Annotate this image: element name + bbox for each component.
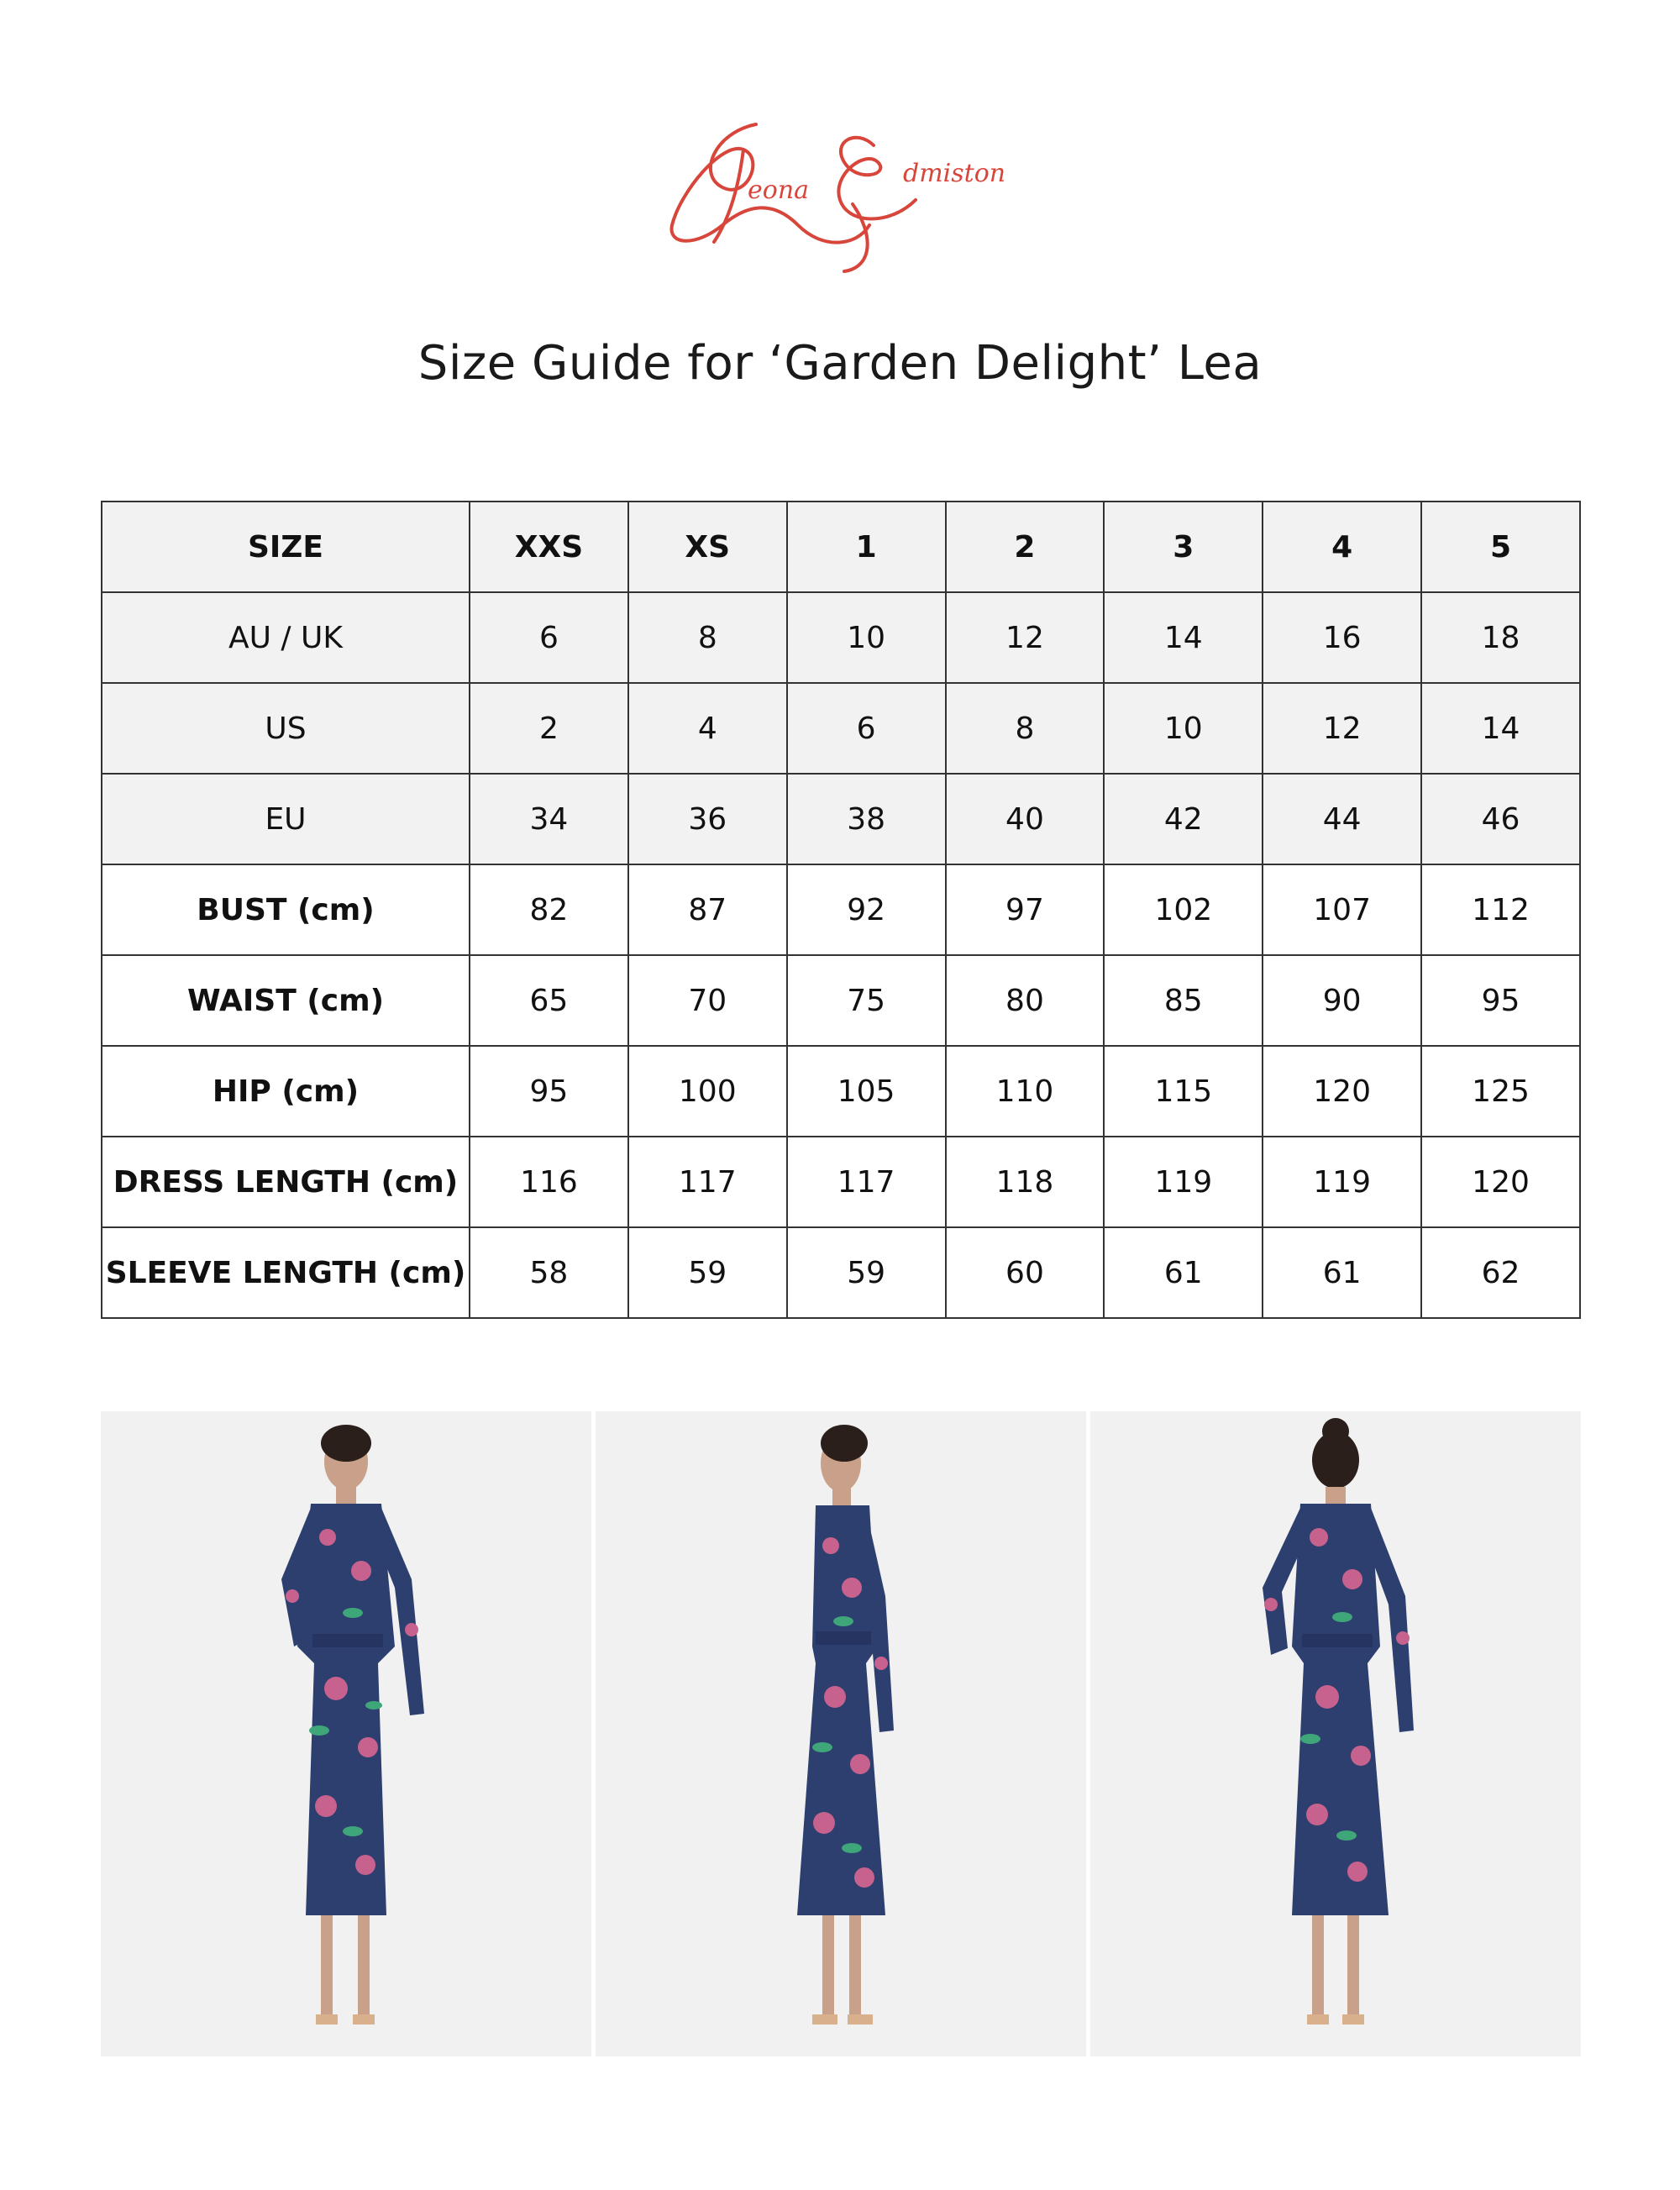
row-label: US [102,683,470,774]
table-cell: 8 [628,592,787,683]
table-cell: 125 [1421,1046,1580,1137]
table-cell: 14 [1104,592,1263,683]
table-cell: 112 [1421,864,1580,955]
table-cell: 60 [946,1227,1105,1318]
row-label: SLEEVE LENGTH (cm) [102,1227,470,1318]
header-cell: 3 [1104,502,1263,592]
table-cell: 117 [628,1137,787,1227]
header-cell: XXS [470,502,628,592]
model-side-figure [596,1411,1086,2056]
table-cell: 4 [628,683,787,774]
table-cell: 75 [787,955,946,1046]
row-label: WAIST (cm) [102,955,470,1046]
table-cell: 12 [1263,683,1421,774]
table-cell: 61 [1263,1227,1421,1318]
table-cell: 6 [787,683,946,774]
table-cell: 82 [470,864,628,955]
table-cell: 14 [1421,683,1580,774]
model-photos [101,1411,1581,2056]
table-row [102,864,1580,955]
model-photo-back [1090,1411,1581,2056]
table-cell: 116 [470,1137,628,1227]
table-cell: 12 [946,592,1105,683]
row-label: DRESS LENGTH (cm) [102,1137,470,1227]
table-cell: 59 [787,1227,946,1318]
table-cell: 65 [470,955,628,1046]
table-header-row [102,502,1580,592]
row-label: EU [102,774,470,864]
table-row [102,1046,1580,1137]
model-photo-side [596,1411,1086,2056]
table-cell: 62 [1421,1227,1580,1318]
table-row [102,1137,1580,1227]
header-cell: SIZE [102,502,470,592]
table-cell: 70 [628,955,787,1046]
table-cell: 100 [628,1046,787,1137]
table-cell: 40 [946,774,1105,864]
table-cell: 36 [628,774,787,864]
table-cell: 97 [946,864,1105,955]
table-cell: 117 [787,1137,946,1227]
table-row [102,683,1580,774]
table-cell: 107 [1263,864,1421,955]
row-label: BUST (cm) [102,864,470,955]
size-guide-table [101,501,1581,1319]
table-row [102,774,1580,864]
header-cell: 4 [1263,502,1421,592]
svg-text:eona: eona [748,176,810,205]
table-cell: 42 [1104,774,1263,864]
table-cell: 59 [628,1227,787,1318]
header-cell: 5 [1421,502,1580,592]
page-title: Size Guide for ‘Garden Delight’ Lea [417,336,1263,391]
logo-signature [664,99,1016,280]
table-cell: 120 [1421,1137,1580,1227]
table-row [102,592,1580,683]
header-cell: 2 [946,502,1105,592]
table-cell: 110 [946,1046,1105,1137]
table-cell: 46 [1421,774,1580,864]
table-cell: 2 [470,683,628,774]
table-cell: 95 [1421,955,1580,1046]
table-cell: 85 [1104,955,1263,1046]
table-row [102,1227,1580,1318]
table-cell: 102 [1104,864,1263,955]
row-label: AU / UK [102,592,470,683]
table-cell: 34 [470,774,628,864]
table-cell: 6 [470,592,628,683]
table-cell: 120 [1263,1046,1421,1137]
table-cell: 92 [787,864,946,955]
row-label: HIP (cm) [102,1046,470,1137]
table-cell: 38 [787,774,946,864]
table-cell: 44 [1263,774,1421,864]
table-cell: 119 [1263,1137,1421,1227]
table-cell: 119 [1104,1137,1263,1227]
table-cell: 87 [628,864,787,955]
table-cell: 61 [1104,1227,1263,1318]
svg-text:dmiston: dmiston [903,159,1006,188]
header-cell: XS [628,502,787,592]
table-cell: 10 [787,592,946,683]
table-cell: 115 [1104,1046,1263,1137]
model-front-figure [101,1411,591,2056]
table-cell: 105 [787,1046,946,1137]
table-row [102,955,1580,1046]
model-back-figure [1090,1411,1581,2056]
table-cell: 95 [470,1046,628,1137]
table-cell: 8 [946,683,1105,774]
table-cell: 10 [1104,683,1263,774]
table-cell: 18 [1421,592,1580,683]
header-cell: 1 [787,502,946,592]
table-cell: 16 [1263,592,1421,683]
brand-logo [664,99,1016,280]
table-cell: 90 [1263,955,1421,1046]
table-cell: 118 [946,1137,1105,1227]
model-photo-front [101,1411,591,2056]
table-cell: 58 [470,1227,628,1318]
table-cell: 80 [946,955,1105,1046]
